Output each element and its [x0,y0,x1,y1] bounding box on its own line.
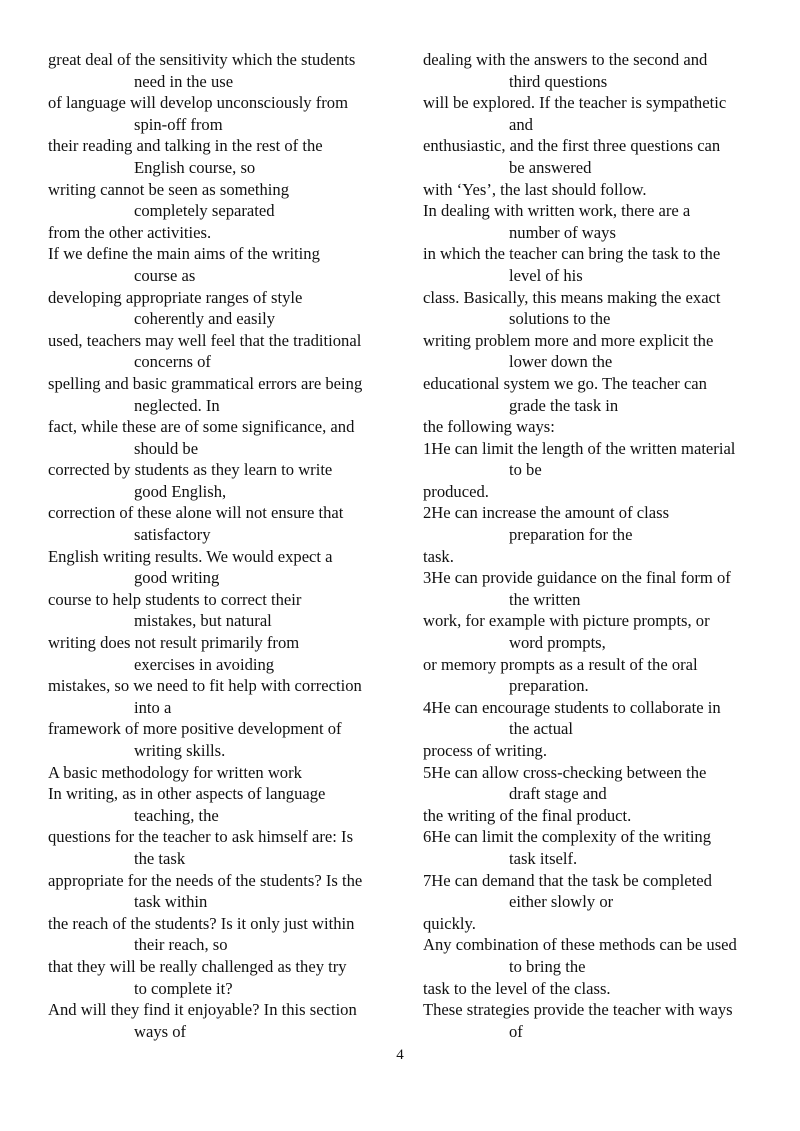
text-line: corrected by students as they learn to write [48,460,333,480]
text-line: correction of these alone will not ensure that [48,503,344,523]
text-line: English course, so [134,157,256,177]
text-line: good English, [134,481,227,501]
text-line: solutions to the [509,309,611,329]
text-line: the actual [509,719,574,739]
text-line: used, teachers may well feel that the traditional [48,330,362,350]
text-line: the reach of the students? Is it only just within [48,913,355,933]
text-line: writing cannot be seen as something [48,179,290,199]
text-line: number of ways [509,222,616,242]
text-line: spin-off from [134,114,223,134]
text-line: task to the level of the class. [423,978,611,998]
text-line: 7He can demand that the task be completed [423,870,712,890]
text-line: educational system we go. The teacher can [423,373,707,393]
text-line: great deal of the sensitivity which the students [48,50,356,69]
text-line: the following ways: [423,417,555,437]
text-line: process of writing. [423,741,547,760]
text-line: In dealing with written work, there are a [423,201,691,221]
text-line: writing problem more and more explicit the [423,330,714,350]
text-line: their reach, so [134,935,228,955]
text-line: enthusiastic, and the first three questions can [423,136,721,156]
text-line: lower down the [509,352,613,372]
text-line: third questions [509,71,608,91]
text-line: with ‘Yes’, the last should follow. [423,179,647,199]
text-line: level of his [509,265,583,285]
text-line: 2He can increase the amount of class [423,503,670,523]
text-line: coherently and easily [134,309,275,329]
text-line: and [509,114,533,134]
text-line: preparation. [509,676,589,696]
text-line: quickly. [423,913,476,933]
text-line: work, for example with picture prompts, or [423,611,710,631]
text-line: ways of [134,1021,187,1041]
text-line: In writing, as in other aspects of language [48,784,326,804]
text-line: If we define the main aims of the writing [48,244,320,264]
text-line: 5He can allow cross-checking between the [423,762,707,782]
text-line: And will they find it enjoyable? In this section [48,1000,357,1020]
text-line: word prompts, [509,633,606,653]
text-line: of language will develop unconsciously from [48,93,349,113]
text-line: questions for the teacher to ask himself are: Is [48,827,354,847]
text-line: into a [134,697,172,717]
text-line: 1He can limit the length of the written material [423,438,736,458]
text-line: concerns of [134,352,211,372]
text-line: 6He can limit the complexity of the writing [423,827,712,847]
right-column [423,49,785,1042]
text-line: of [509,1021,523,1041]
text-line: neglected. In [134,395,220,415]
text-line: writing skills. [134,741,226,760]
text-line: the written [509,589,581,609]
text-line: preparation for the [509,525,633,545]
text-line: 4He can encourage students to collaborate in [423,697,721,717]
text-line: framework of more positive development of [48,719,342,739]
text-line: good writing [134,568,220,588]
text-line: satisfactory [134,525,211,545]
text-line: task itself. [509,848,578,868]
text-line: 3He can provide guidance on the final form of [423,568,731,588]
text-line: their reading and talking in the rest of the [48,136,323,156]
text-line: dealing with the answers to the second and [423,50,708,69]
text-line: the writing of the final product. [423,805,632,825]
text-line: teaching, the [134,805,219,825]
text-line: to be [509,460,542,480]
text-line: that they will be really challenged as they try [48,956,347,976]
text-line: course to help students to correct their [48,589,302,609]
text-line: produced. [423,481,489,501]
text-line: task within [134,892,208,912]
text-line: exercises in avoiding [134,654,275,674]
text-line: should be [134,438,199,458]
text-line: appropriate for the needs of the students? Is the [48,870,363,890]
text-line: grade the task in [509,395,619,415]
text-line: the task [134,848,186,868]
text-line: English writing results. We would expect a [48,546,333,566]
text-line: mistakes, so we need to fit help with correction [48,676,362,696]
text-line: writing does not result primarily from [48,633,300,653]
text-line: or memory prompts as a result of the oral [423,654,698,674]
text-line: class. Basically, this means making the exact [423,287,721,307]
text-line: draft stage and [509,784,607,804]
text-line: spelling and basic grammatical errors are being [48,373,363,393]
text-line: either slowly or [509,892,614,912]
text-line: will be explored. If the teacher is sympathetic [423,93,727,113]
text-line: fact, while these are of some significance, and [48,417,355,437]
text-line: mistakes, but natural [134,611,272,631]
text-line: to complete it? [134,978,233,998]
text-line: These strategies provide the teacher with ways [423,1000,733,1020]
text-line: developing appropriate ranges of style [48,287,303,307]
text-line: course as [134,265,196,285]
text-line: Any combination of these methods can be used [423,935,737,955]
page-number: 4 [396,1047,404,1063]
text-line: task. [423,546,454,566]
text-line: be answered [509,157,592,177]
text-line: need in the use [134,71,234,91]
text-line: to bring the [509,956,586,976]
text-line: in which the teacher can bring the task to the [423,244,721,264]
left-column [48,49,410,1042]
text-line: completely separated [134,201,275,221]
text-line: from the other activities. [48,222,212,242]
text-line: A basic methodology for written work [48,762,302,782]
